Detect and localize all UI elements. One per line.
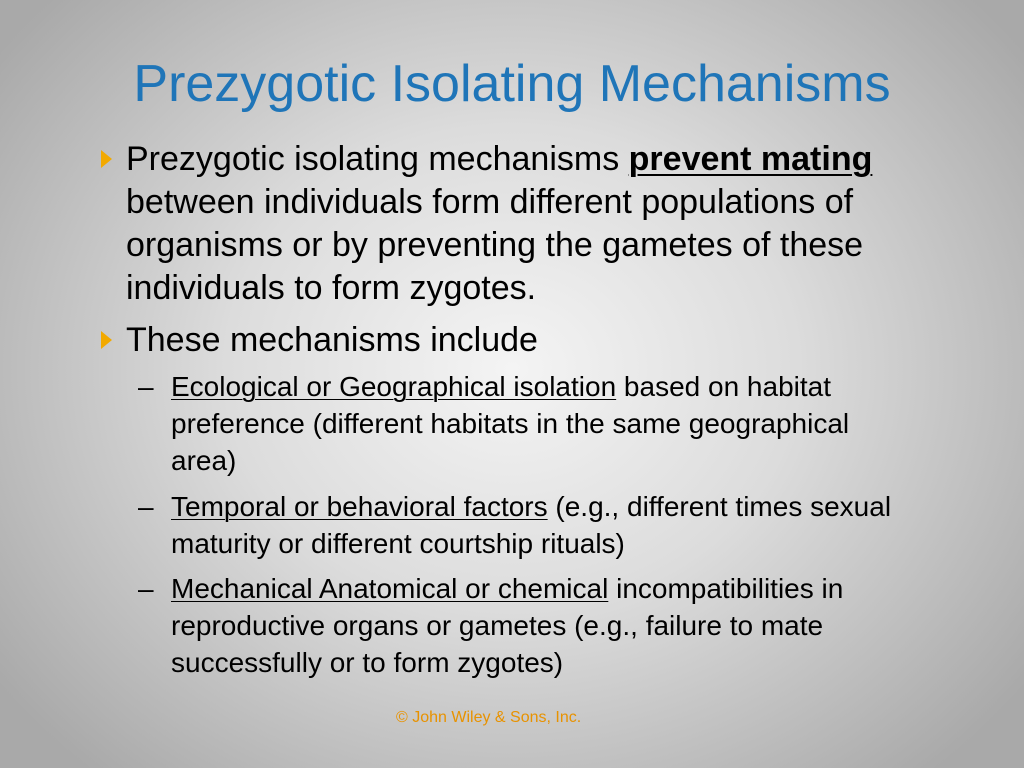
- sub-bullet-1-term: Ecological or Geographical isolation: [171, 371, 617, 402]
- sub-bullet-ecological-isolation: [138, 368, 916, 479]
- bullet-1-emphasis: prevent mating: [628, 140, 873, 178]
- bullet-mechanisms-include: [126, 319, 938, 362]
- bullet-1-text-after: between individuals form different populations of organisms or by preventing the gametes of these individuals to form zygotes.: [126, 183, 864, 307]
- triangle-right-icon: [101, 331, 112, 349]
- bullet-1-text-before: Prezygotic isolating mechanisms: [126, 140, 629, 178]
- dash-marker: –: [138, 491, 154, 522]
- dash-marker: –: [138, 573, 154, 604]
- bullet-prevent-mating: [126, 138, 938, 310]
- sub-bullet-2-detail: (e.g., different times sexual maturity or different courtship rituals): [171, 491, 892, 559]
- sub-bullet-1-detail: based on habitat preference (different habitats in the same geographical area): [171, 371, 850, 476]
- slide-title: Prezygotic Isolating Mechanisms: [133, 55, 891, 113]
- sub-bullet-mechanical-incompatibilities: [138, 570, 901, 681]
- sub-bullet-2-term: Temporal or behavioral factors: [171, 491, 548, 522]
- triangle-right-icon: [101, 150, 112, 168]
- sub-bullet-3-term: Mechanical Anatomical or chemical: [171, 573, 609, 604]
- dash-marker: –: [138, 371, 154, 402]
- bullet-2-text: These mechanisms include: [126, 321, 538, 359]
- sub-bullet-3-detail: incompatibilities in reproductive organs or gametes (e.g., failure to mate successfully or to form zygotes): [171, 573, 844, 678]
- sub-bullet-temporal-factors: [138, 488, 936, 562]
- copyright-footer: © John Wiley & Sons, Inc.: [396, 709, 582, 726]
